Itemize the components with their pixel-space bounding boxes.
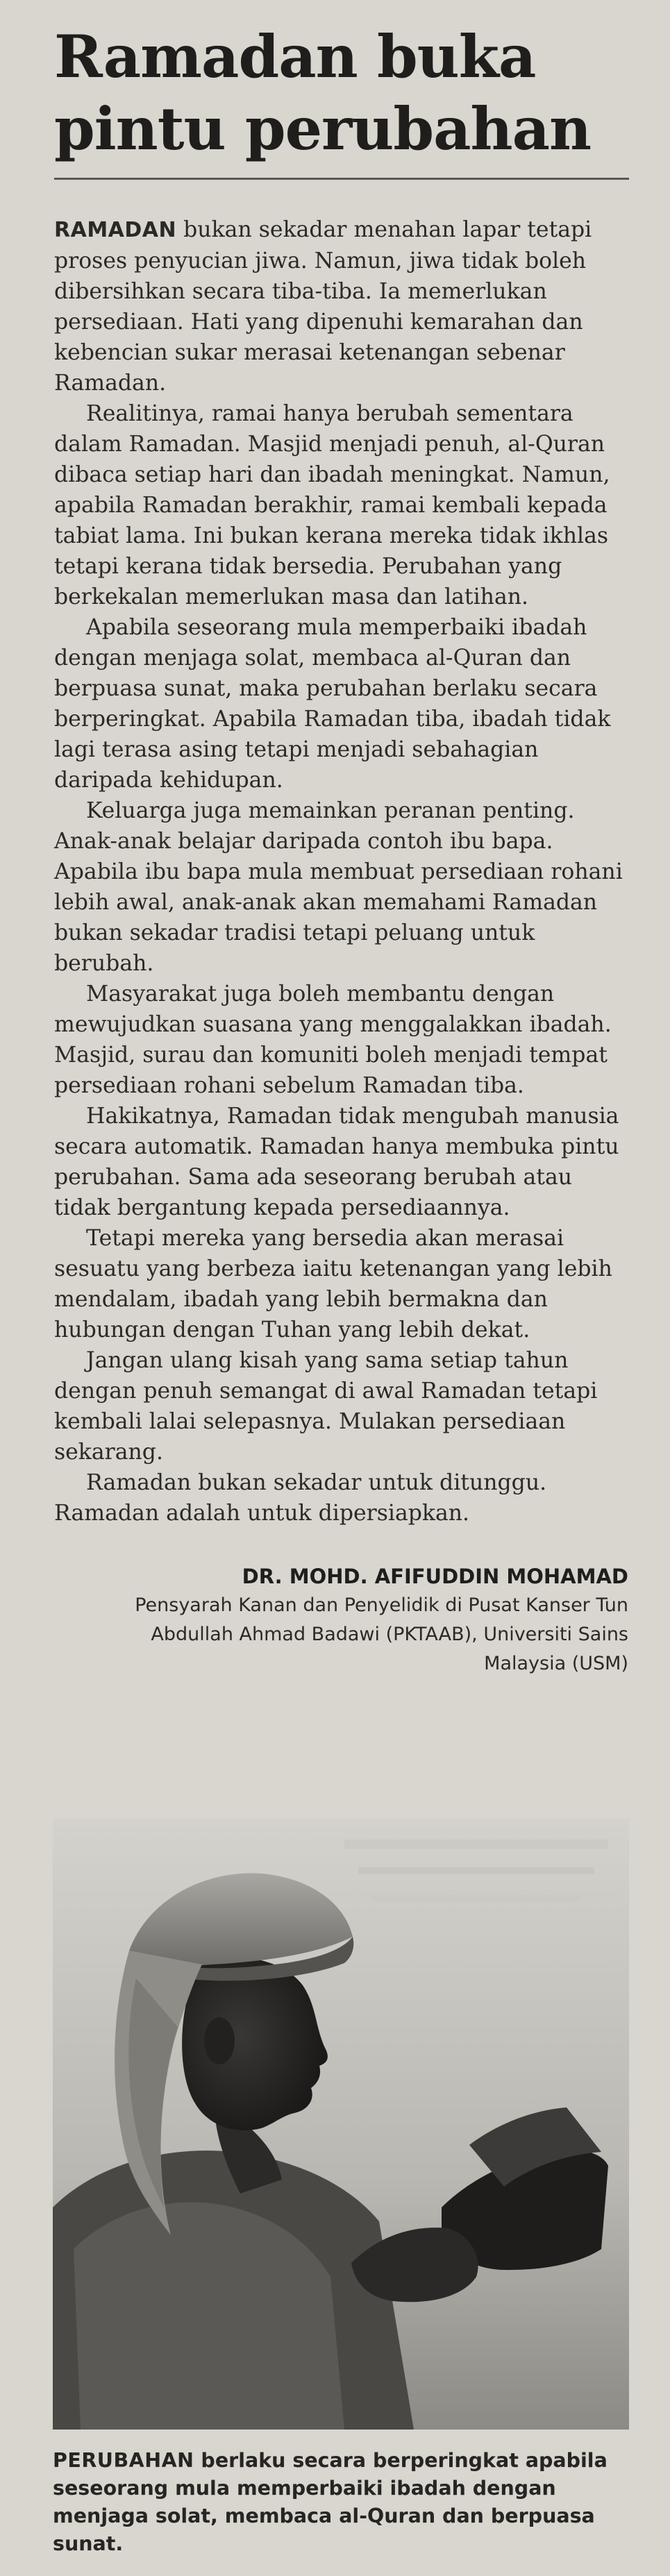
lead-word: RAMADAN <box>54 218 177 242</box>
article-body <box>54 214 630 1529</box>
paragraph-6: Hakikatnya, Ramadan tidak mengubah manusia secara automatik. Ramadan hanya membuka pintu perubahan. Sama ada seseorang berubah atau tidak bergantung kepada persediaannya. <box>54 1104 619 1220</box>
headline-line-1: Ramadan buka <box>54 22 536 91</box>
paragraph-3: Apabila seseorang mula memperbaiki ibadah dengan menjaga solat, membaca al-Quran dan berpuasa sunat, maka perubahan berlaku secara berperingkat. Apabila Ramadan tiba, ibadah tidak lagi terasa asing tetapi menjadi sebahagian daripada kehidupan. <box>54 615 611 793</box>
caption-lead-word: PERUBAHAN <box>53 2449 194 2472</box>
article-headline <box>54 21 623 165</box>
paragraph-1-text: bukan sekadar menahan lapar tetapi proses penyucian jiwa. Namun, jiwa tidak boleh dibersihkan secara tiba-tiba. Ia memerlukan persediaan. Hati yang dipenuhi kemarahan dan kebencian sukar merasai ketenangan sebenar Ramadan. <box>54 217 592 396</box>
author-name: DR. MOHD. AFIFUDDIN MOHAMAD <box>242 1565 628 1588</box>
paragraph-7: Tetapi mereka yang bersedia akan merasai sesuatu yang berbeza iaitu ketenangan yang lebih mendalam, ibadah yang lebih bermakna dan hubungan dengan Tuhan yang lebih dekat. <box>54 1226 612 1342</box>
caption-text: berlaku secara berperingkat apabila seseorang mula memperbaiki ibadah dengan menjaga solat, membaca al-Quran dan berpuasa sunat. <box>53 2449 608 2555</box>
article-photo <box>53 1819 629 2430</box>
byline <box>0 1562 628 1678</box>
paragraph-1 <box>54 214 630 398</box>
paragraph-5: Masyarakat juga boleh membantu dengan mewujudkan suasana yang menggalakkan ibadah. Masjid, surau dan komuniti boleh menjadi tempat persediaan rohani sebelum Ramadan tiba. <box>54 982 612 1098</box>
photo-caption <box>53 2447 629 2558</box>
paragraph-4: Keluarga juga memainkan peranan penting. Anak-anak belajar daripada contoh ibu bapa. Apabila ibu bapa mula membuat persediaan rohani lebih awal, anak-anak akan memahami Ramadan bukan sekadar tradisi tetapi peluang untuk berubah. <box>54 798 623 976</box>
headline-rule <box>54 178 629 180</box>
headline-line-2: pintu perubahan <box>54 94 592 163</box>
author-role: Pensyarah Kanan dan Penyelidik di Pusat Kanser Tun Abdullah Ahmad Badawi (PKTAAB), Universiti Sains Malaysia (USM) <box>135 1594 628 1674</box>
paragraph-9: Ramadan bukan sekadar untuk ditunggu. Ramadan adalah untuk dipersiapkan. <box>54 1470 547 1526</box>
paragraph-2: Realitinya, ramai hanya berubah sementara dalam Ramadan. Masjid menjadi penuh, al-Quran dibaca setiap hari dan ibadah meningkat. Namun, apabila Ramadan berakhir, ramai kembali kepada tabiat lama. Ini bukan kerana mereka tidak ikhlas tetapi kerana tidak bersedia. Perubahan yang berkekalan memerlukan masa dan latihan. <box>54 401 610 609</box>
paragraph-8: Jangan ulang kisah yang sama setiap tahun dengan penuh semangat di awal Ramadan tetapi kembali lalai selepasnya. Mulakan persediaan sekarang. <box>54 1348 598 1465</box>
boy-reading-quran-photo <box>53 1819 629 2430</box>
